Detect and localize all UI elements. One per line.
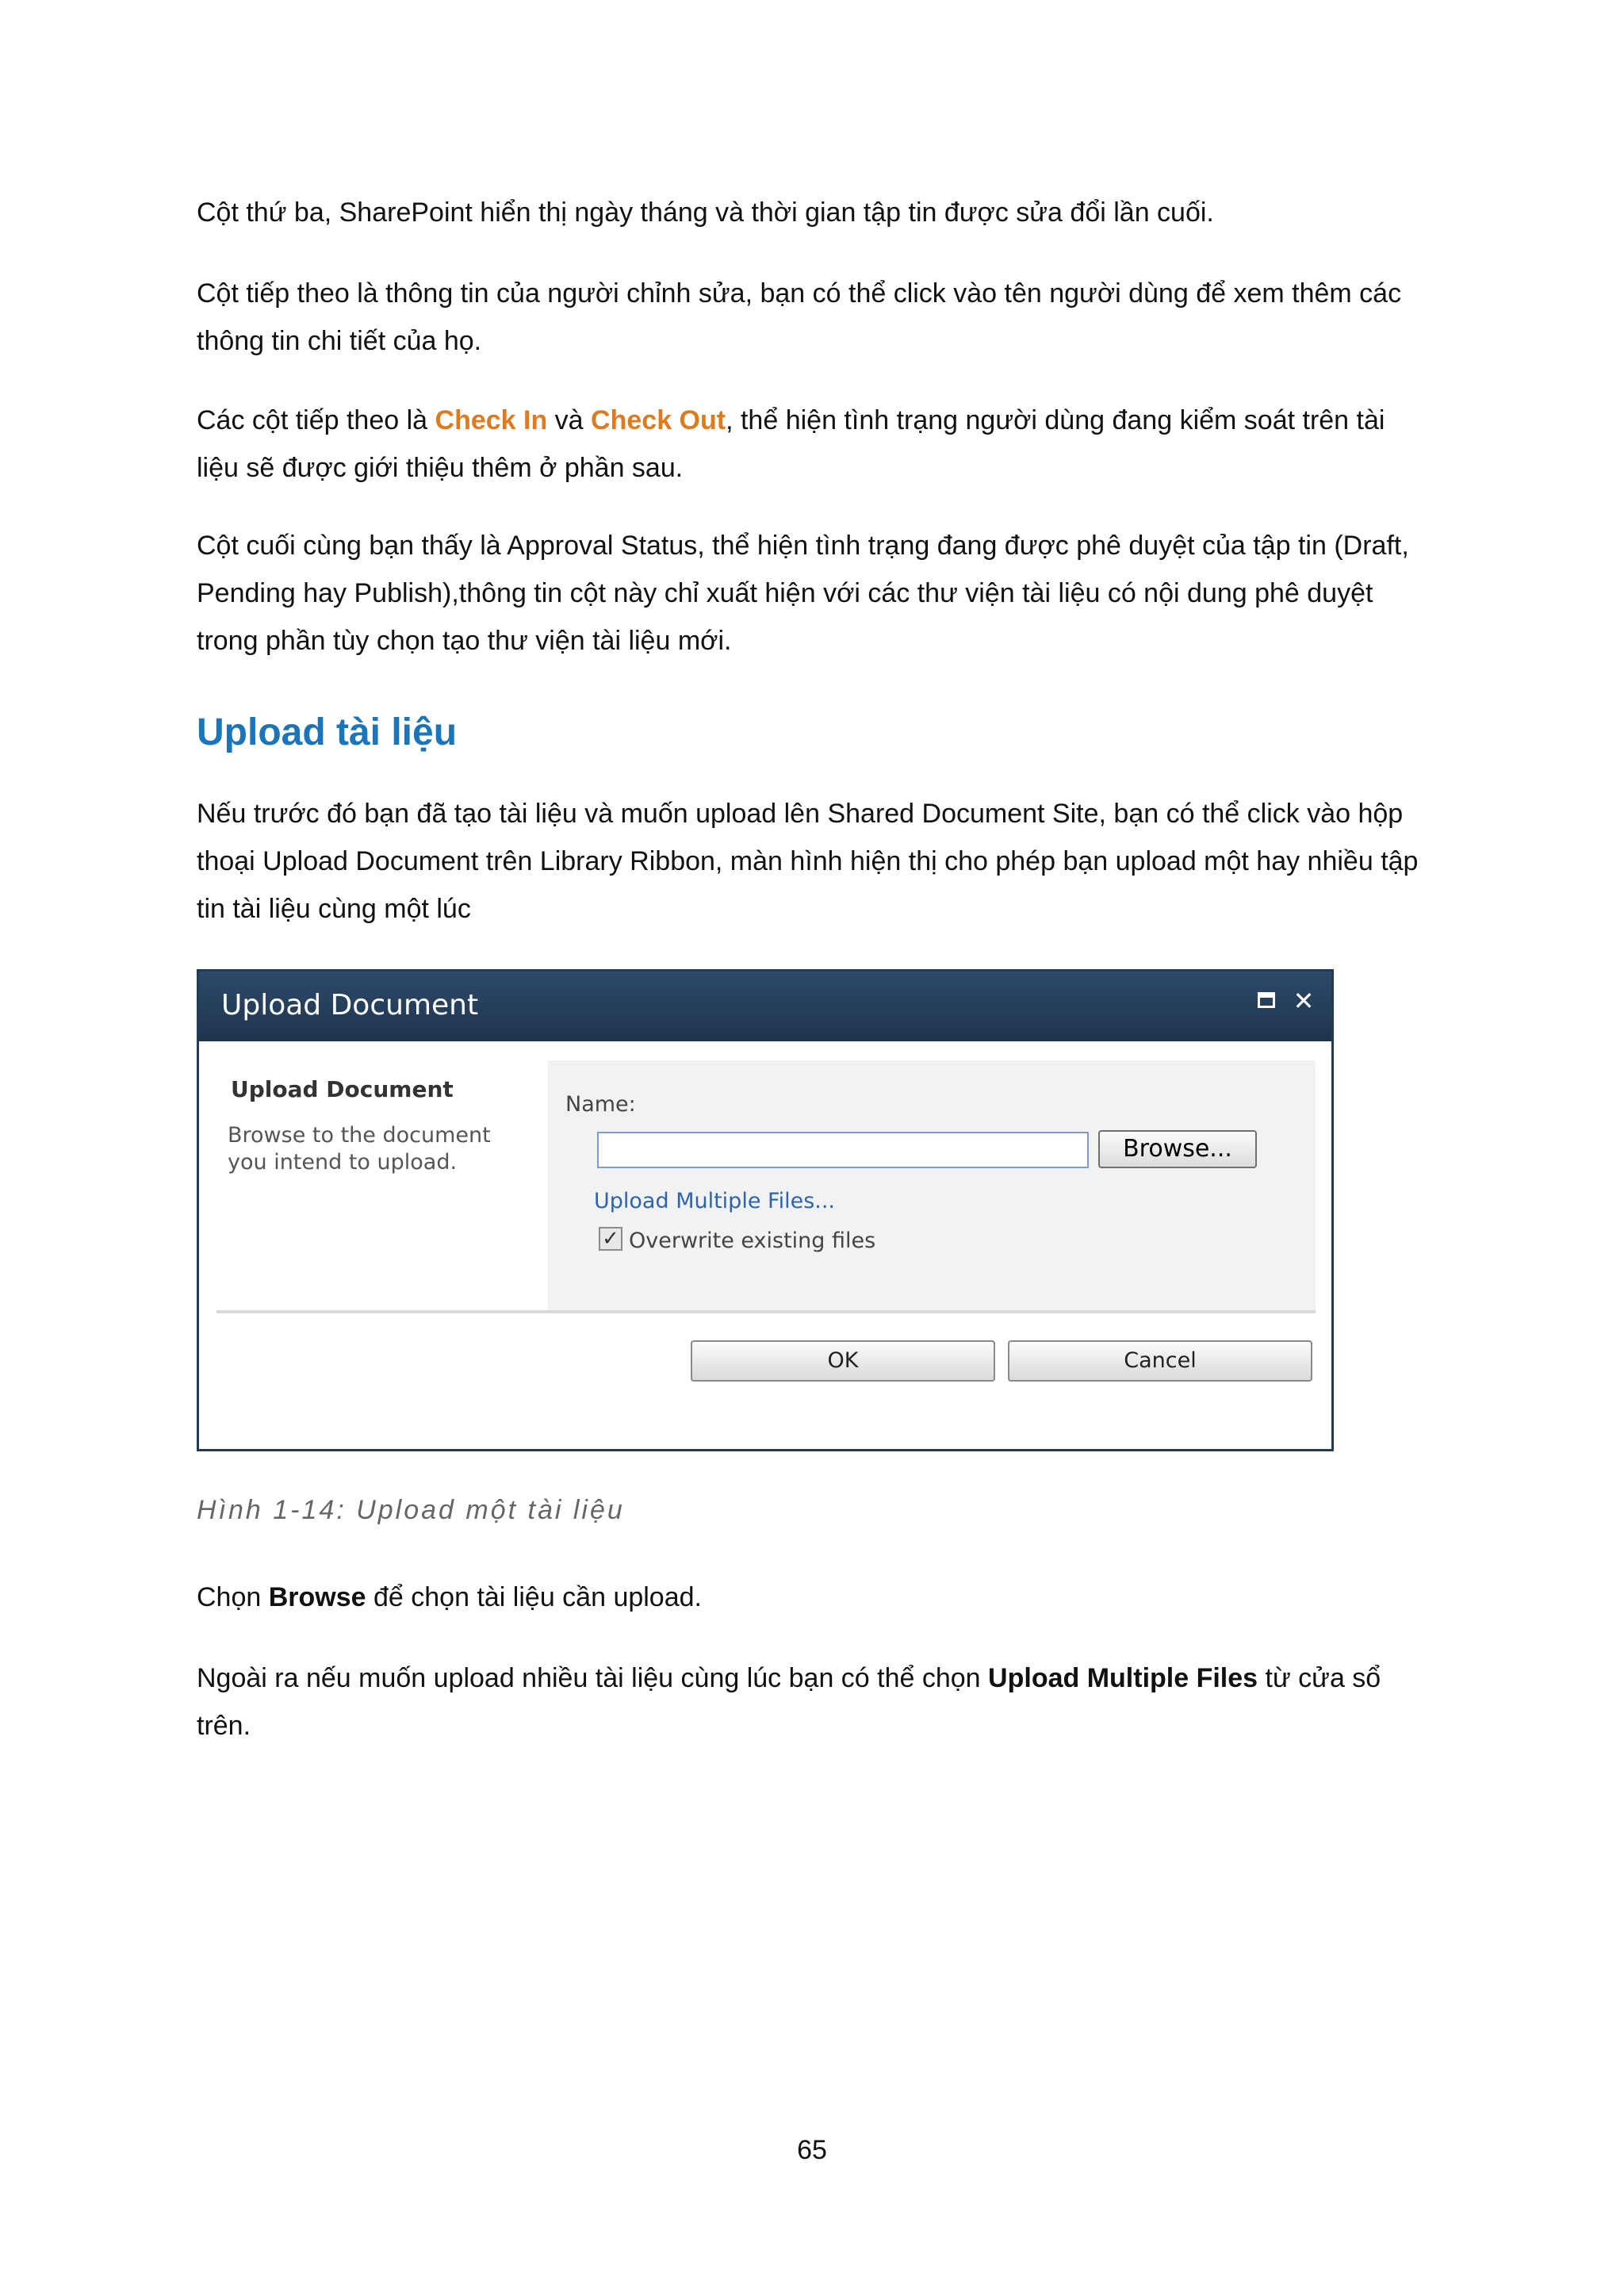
dialog-description-panel [216, 1060, 548, 1310]
maximize-icon[interactable] [1254, 987, 1281, 1014]
section-title: Upload Document [231, 1076, 454, 1102]
name-input[interactable] [597, 1132, 1089, 1168]
close-icon[interactable]: ✕ [1293, 986, 1315, 1016]
text-segment: và [547, 405, 592, 435]
ok-button[interactable]: OK [691, 1340, 995, 1382]
paragraph-third-column: Cột thứ ba, SharePoint hiển thị ngày tháng và thời gian tập tin được sửa đổi lần cuối. [197, 197, 1214, 228]
dialog-titlebar [199, 972, 1331, 1041]
upload-multiple-files-term: Upload Multiple Files [988, 1663, 1258, 1693]
upload-document-dialog [197, 969, 1334, 1451]
text-segment: từ cửa sổ trên. [197, 1663, 1381, 1741]
figure-caption: Hình 1-14: Upload một tài liệu [197, 1495, 625, 1525]
paragraph-multiple-files [197, 1654, 1434, 1750]
paragraph-editor-column: Cột tiếp theo là thông tin của người chỉnh sửa, bạn có thể click vào tên người dùng để xem thêm các thông tin chi tiết của họ. [197, 278, 1402, 356]
section-heading: Upload tài liệu [197, 711, 458, 753]
name-label: Name: [565, 1092, 636, 1117]
text-segment: , thể hiện tình trạng người dùng đang kiểm soát trên tài liệu sẽ được giới thiệu thêm ở phần sau. [197, 405, 1385, 483]
browse-term: Browse [268, 1582, 366, 1612]
dialog-content [216, 1060, 1316, 1313]
dialog-form-panel [548, 1060, 1316, 1310]
cancel-button[interactable]: Cancel [1008, 1340, 1312, 1382]
text-segment: Ngoài ra nếu muốn upload nhiều tài liệu cùng lúc bạn có thể chọn [197, 1663, 989, 1693]
browse-button[interactable]: Browse... [1098, 1130, 1257, 1168]
text-segment: để chọn tài liệu cần upload. [366, 1582, 702, 1612]
text-segment: Các cột tiếp theo là [197, 405, 435, 435]
paragraph-check-columns [197, 397, 1434, 492]
upload-multiple-files-link[interactable]: Upload Multiple Files... [594, 1189, 836, 1213]
overwrite-checkbox[interactable]: ✓ [599, 1227, 622, 1251]
text-segment: Chọn [197, 1582, 269, 1612]
paragraph-browse [197, 1573, 1434, 1621]
section-description: Browse to the document you intend to upload. [228, 1123, 491, 1175]
paragraph-approval-status: Cột cuối cùng bạn thấy là Approval Status, thể hiện tình trạng đang được phê duyệt của tập tin (Draft, Pending hay Publish),thông tin cột này chỉ xuất hiện với các thư viện tài liệu có nội dung phê duyệt trong phần tùy chọn tạo thư viện tài liệu mới. [197, 531, 1409, 656]
paragraph-upload-intro: Nếu trước đó bạn đã tạo tài liệu và muốn upload lên Shared Document Site, bạn có thể click vào hộp thoại Upload Document trên Library Ribbon, màn hình hiện thị cho phép bạn upload một hay nhiều tập tin tài liệu cùng một lúc [197, 799, 1419, 924]
overwrite-label: Overwrite existing files [629, 1228, 876, 1253]
check-out-term: Check Out [591, 405, 726, 435]
page-number: 65 [797, 2135, 827, 2165]
check-in-term: Check In [435, 405, 548, 435]
dialog-title: Upload Document [221, 989, 479, 1022]
maximize-box [1258, 992, 1275, 1008]
